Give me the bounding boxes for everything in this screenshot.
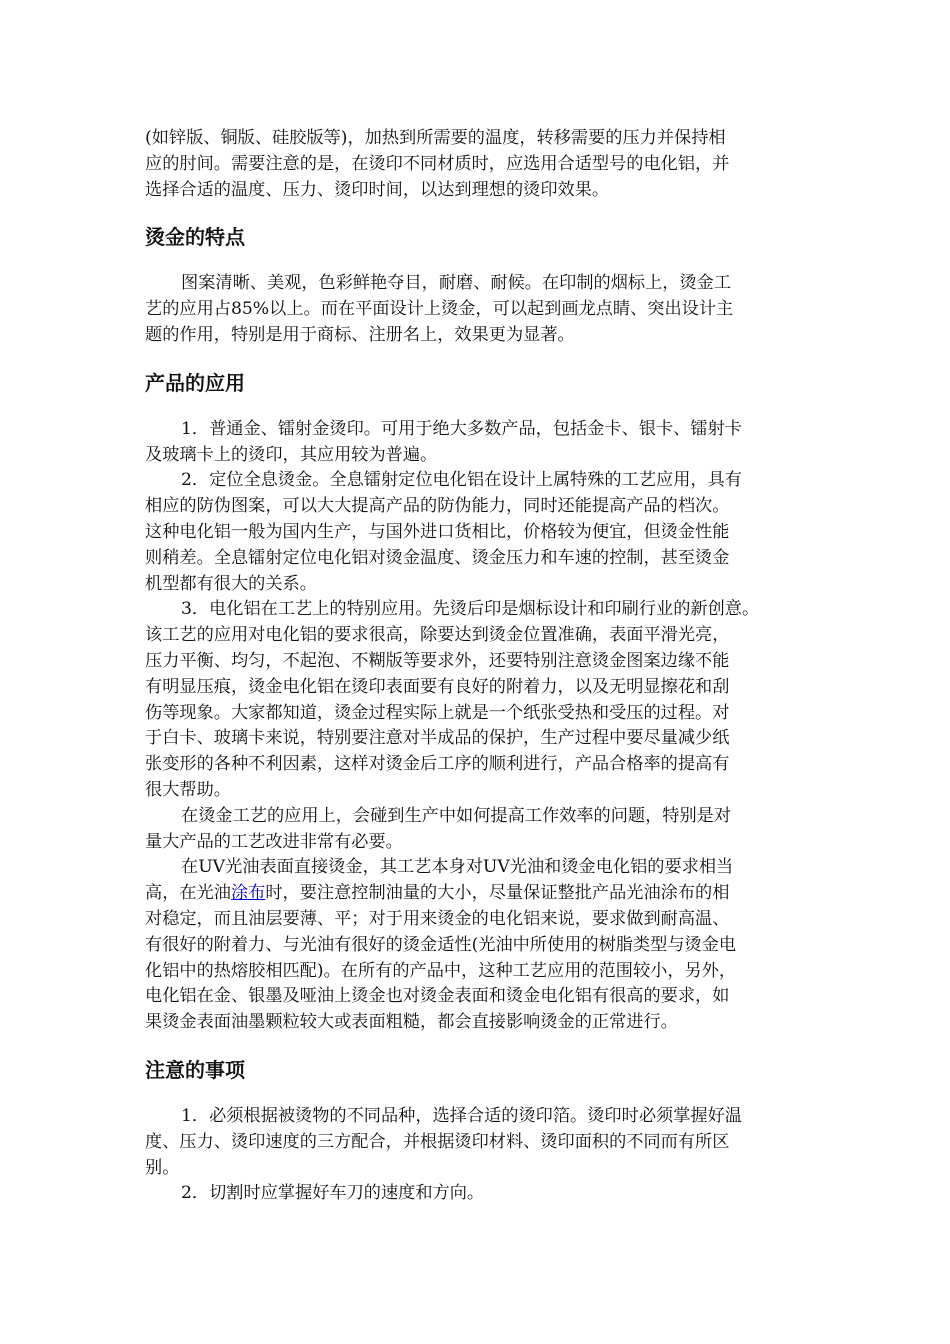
- intro-paragraph: [145, 126, 825, 203]
- text-line: 应的肘间。需要注意的是，在烫印不同材质时，应选用合适型号的电化铝，并: [145, 153, 730, 174]
- text-line: 很大帮助。: [145, 779, 231, 800]
- text-line: 2．切割时应掌握好车刀的速度和方向。: [181, 1183, 485, 1204]
- text-line: 选择合适的温度、压力、烫印时间，以达到理想的烫印效果。: [145, 179, 610, 200]
- text-line: 压力平衡、均匀，不起泡、不糊版等要求外，还要特别注意烫金图案边缘不能: [145, 650, 730, 671]
- precaution-item-1: [145, 1104, 825, 1181]
- text-line: 题的作用，特别是用于商标、注册名上，效果更为显著。: [145, 324, 575, 345]
- document-page: [145, 126, 825, 1207]
- efficiency-paragraph: [145, 804, 825, 856]
- section-heading-applications: 产品的应用: [145, 370, 245, 395]
- text-line: 1．必须根据被烫物的不同品种，选择合适的烫印箔。烫印时必须掌握好温: [181, 1105, 742, 1126]
- text-line: 在烫金工艺的应用上，会碰到生产中如何提高工作效率的问题，特别是对: [181, 805, 732, 826]
- text-line: 有很好的附着力、与光油有很好的烫金适性(光油中所使用的树脂类型与烫金电: [145, 934, 737, 955]
- text-line: 对稳定，而且油层要薄、平；对于用来烫金的电化铝来说，要求做到耐高温、: [145, 908, 730, 929]
- text-line: 艺的应用占85%以上。而在平面设计上烫金，可以起到画龙点睛、突出设计主: [145, 299, 734, 320]
- text-line: 化铝中的热熔胶相匹配)。在所有的产品中，这种工艺应用的范围较小，另外，: [145, 960, 737, 981]
- text-line: 在UV光油表面直接烫金，其工艺本身对UV光油和烫金电化铝的要求相当: [181, 857, 734, 878]
- text-line-with-link: [145, 881, 825, 907]
- precaution-item-2: [145, 1181, 825, 1207]
- section-heading-precautions: 注意的事项: [145, 1057, 245, 1082]
- text-line: 1．普通金、镭射金烫印。可用于绝大多数产品，包括金卡、银卡、镭射卡: [181, 418, 742, 439]
- text-line: 3．电化铝在工艺上的特别应用。先烫后印是烟标设计和印刷行业的新创意。: [181, 599, 760, 620]
- text-line: (如锌版、铜版、硅胶版等)，加热到所需要的温度，转移需要的压力并保持相: [145, 128, 726, 148]
- text-line: 量大产品的工艺改进非常有必要。: [145, 831, 403, 852]
- text-line: 这种电化铝一般为国内生产，与国外进口货相比，价格较为便宜，但烫金性能: [145, 521, 730, 542]
- text-line: 度、压力、烫印速度的三方配合，并根据烫印材料、烫印面积的不同而有所区: [145, 1131, 730, 1152]
- text-line: 别。: [145, 1157, 180, 1178]
- application-item-3: [145, 597, 825, 803]
- text-segment: 高，在光油: [145, 883, 231, 904]
- text-line: 有明显压痕，烫金电化铝在烫印表面要有良好的附着力，以及无明显擦花和刮: [145, 676, 730, 697]
- text-line: 电化铝在金、银墨及哑油上烫金也对烫金表面和烫金电化铝有很高的要求，如: [145, 986, 730, 1007]
- text-segment: 时，要注意控制油量的大小，尽量保证整批产品光油涂布的相: [265, 883, 730, 904]
- text-line: 果烫金表面油墨颗粒较大或表面粗糙，都会直接影响烫金的正常进行。: [145, 1012, 678, 1033]
- text-line: 2．定位全息烫金。全息镭射定位电化铝在设计上属特殊的工艺应用，具有: [181, 470, 742, 491]
- text-line: 于白卡、玻璃卡来说，特别要注意对半成品的保护，生产过程中要尽量减少纸: [145, 728, 730, 749]
- text-line: 图案清晰、美观，色彩鲜艳夺目，耐磨、耐候。在印制的烟标上，烫金工: [181, 273, 732, 294]
- application-item-1: [145, 417, 825, 469]
- features-paragraph: [145, 271, 825, 348]
- text-line: 伤等现象。大家都知道，烫金过程实际上就是一个纸张受热和受压的过程。对: [145, 702, 730, 723]
- coating-link[interactable]: 涂布: [230, 883, 266, 904]
- text-line: 机型都有很大的关系。: [145, 573, 317, 594]
- text-line: 该工艺的应用对电化铝的要求很高，除要达到烫金位置准确，表面平滑光亮，: [145, 625, 730, 646]
- section-heading-features: 烫金的特点: [145, 225, 245, 250]
- application-item-2: [145, 468, 825, 597]
- text-line: 张变形的各种不利因素，这样对烫金后工序的顺利进行，产品合格率的提高有: [145, 754, 730, 775]
- text-line: 则稍差。全息镭射定位电化铝对烫金温度、烫金压力和车速的控制，甚至烫金: [145, 547, 730, 568]
- text-line: 及玻璃卡上的烫印，其应用较为普遍。: [145, 444, 438, 465]
- uv-varnish-paragraph: [145, 855, 825, 1036]
- text-line: 相应的防伪图案，可以大大提高产品的防伪能力，同时还能提高产品的档次。: [145, 496, 730, 517]
